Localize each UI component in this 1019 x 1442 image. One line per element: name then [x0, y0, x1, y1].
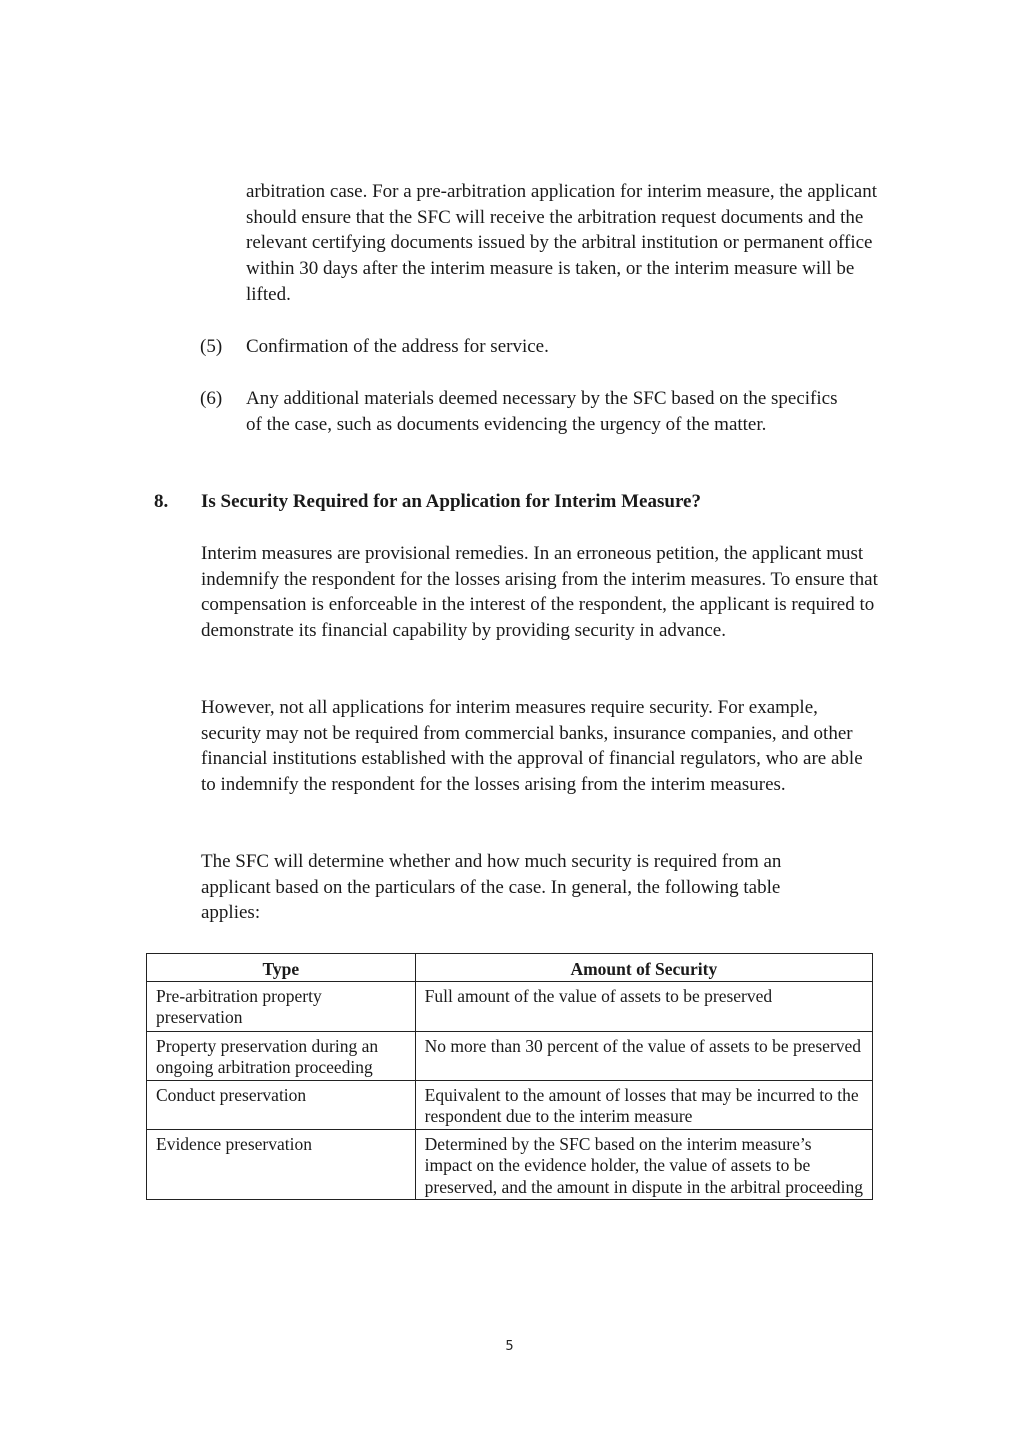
table-cell-type: Pre-arbitration property preservation [147, 981, 416, 1031]
list-item-text: Confirmation of the address for service. [246, 336, 549, 357]
body-paragraph: The SFC will determine whether and how much security is required from an applicant based on the particulars of the case. In general, the following table applies: [201, 851, 782, 924]
continuation-paragraph: arbitration case. For a pre-arbitration application for interim measure, the applicant should ensure that the SFC will receive the arbitration request documents and the relevant certifying documents issued by the arbitral institution or permanent office within 30 days after the interim measure is taken, or the interim measure will be lifted. [246, 181, 877, 305]
section-title: Is Security Required for an Application for Interim Measure? [201, 491, 701, 512]
table-cell-amount: No more than 30 percent of the value of assets to be preserved [415, 1031, 872, 1080]
table-cell-amount: Determined by the SFC based on the interim measure’s impact on the evidence holder, the value of assets to be preserved, and the amount in dispute in the arbitral proceeding [415, 1129, 872, 1200]
table-row [147, 1129, 873, 1200]
table-row [147, 981, 873, 1031]
table-row [147, 1031, 873, 1080]
list-item-number: (6) [200, 388, 223, 409]
table-header-type: Type [147, 954, 416, 982]
table-cell-amount: Equivalent to the amount of losses that may be incurred to the respondent due to the interim measure [415, 1080, 872, 1129]
table-header-amount: Amount of Security [415, 954, 872, 982]
table-header-row [147, 954, 873, 982]
page-number: 5 [505, 1339, 514, 1354]
list-item-text: Any additional materials deemed necessary by the SFC based on the specifics of the case, such as documents evidencing the urgency of the matter. [246, 388, 838, 435]
list-item-number: (5) [200, 336, 223, 357]
body-paragraph: Interim measures are provisional remedies. In an erroneous petition, the applicant must indemnify the respondent for the losses arising from the interim measures. To ensure that compensation is enforceable in the interest of the respondent, the applicant is required to demonstrate its financial capability by providing security in advance. [201, 543, 878, 642]
table-cell-type: Conduct preservation [147, 1080, 416, 1129]
table-cell-amount: Full amount of the value of assets to be preserved [415, 981, 872, 1031]
table-row [147, 1080, 873, 1129]
security-table [146, 953, 873, 1200]
section-number: 8. [154, 491, 169, 512]
body-paragraph: However, not all applications for interim measures require security. For example, security may not be required from commercial banks, insurance companies, and other financial institutions established with the approval of financial regulators, who are able to indemnify the respondent for the losses arising from the interim measures. [201, 697, 863, 796]
table-cell-type: Evidence preservation [147, 1129, 416, 1200]
table-cell-type: Property preservation during an ongoing arbitration proceeding [147, 1031, 416, 1080]
